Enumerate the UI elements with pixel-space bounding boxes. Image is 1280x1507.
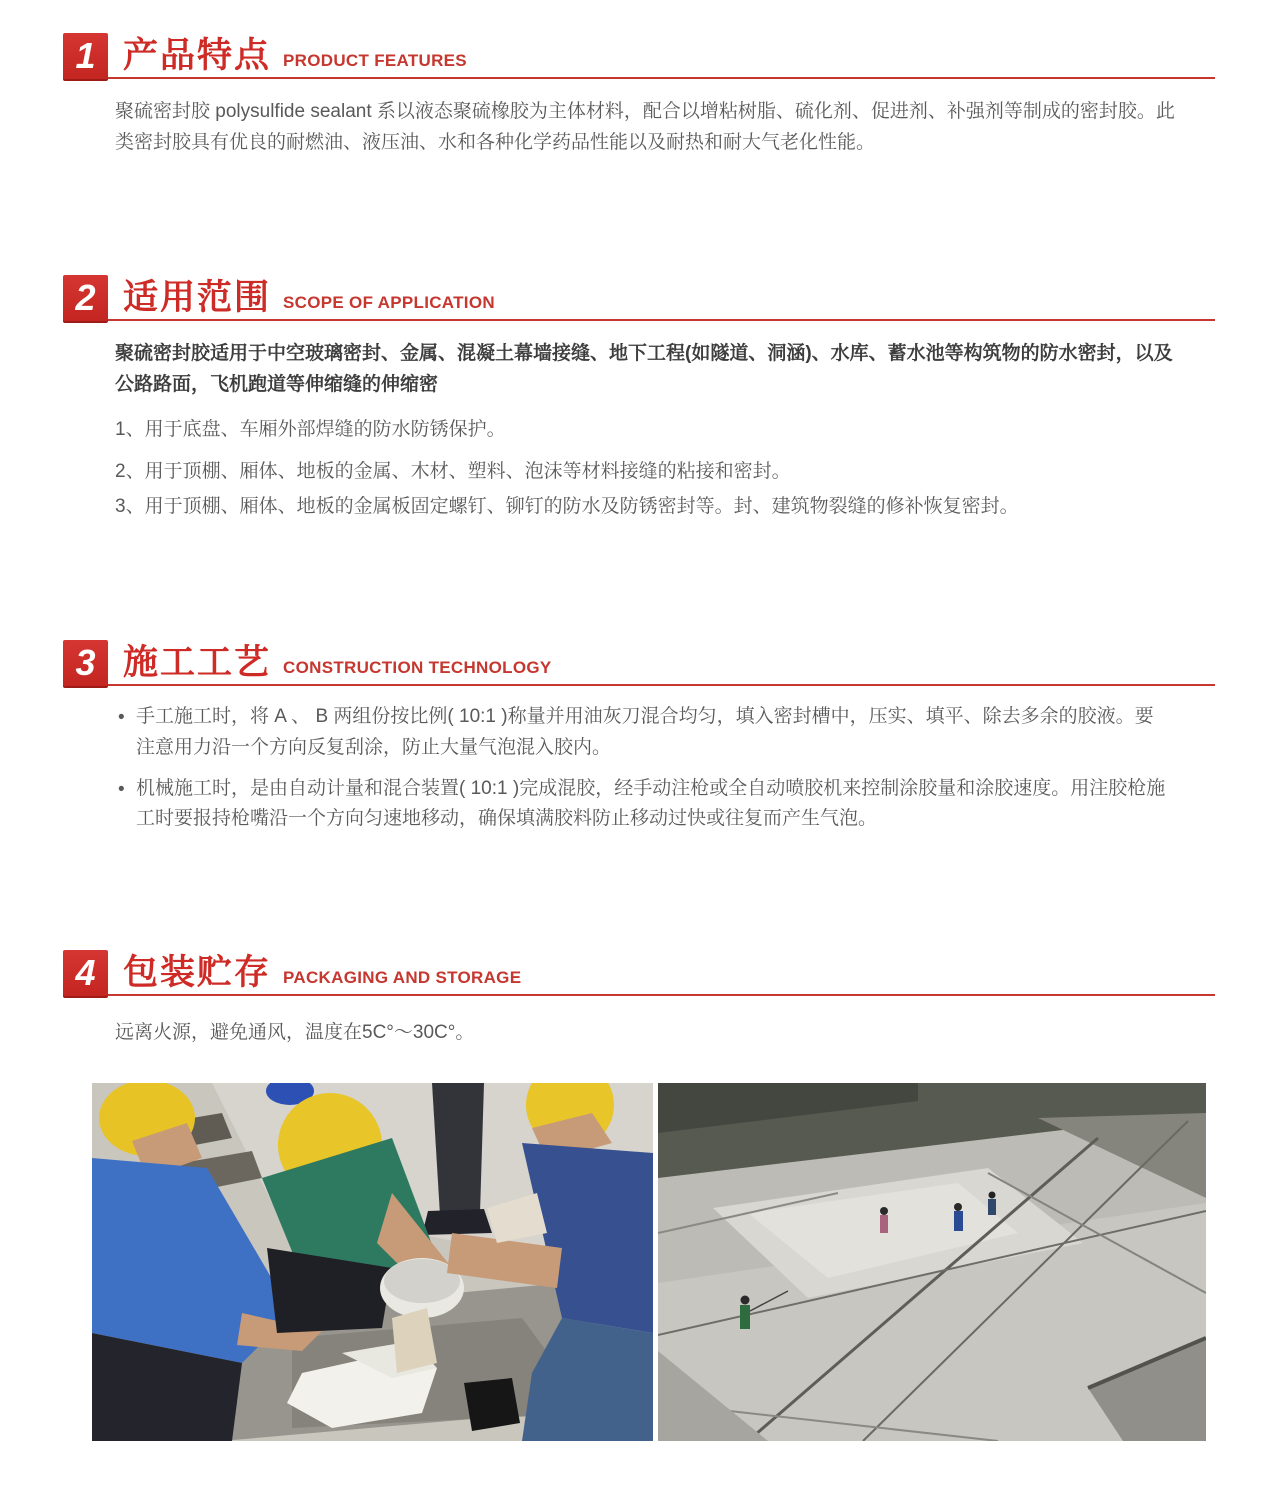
bullet-item: • 手工施工时，将 A 、 B 两组份按比例( 10:1 )称量并用油灰刀混合均匀，填入密封槽中，压实、填平、除去多余的胶液。要注意用力沿一个方向反复刮涂，防止大量气泡混入胶内。 bbox=[118, 702, 1166, 764]
section-2-header bbox=[63, 275, 1215, 321]
section-3-header bbox=[63, 640, 1215, 686]
list-item: 1、用于底盘、车厢外部焊缝的防水防锈保护。 bbox=[115, 418, 506, 440]
photo-concrete-slope-workers bbox=[658, 1083, 1206, 1441]
section-packaging-and-storage bbox=[63, 950, 1215, 1049]
section-scope-of-application bbox=[63, 275, 1215, 523]
concrete-slope-illustration bbox=[658, 1083, 1206, 1441]
section-4-paragraph: 远离火源，避免通风，温度在5C°～30C°。 bbox=[115, 1022, 475, 1043]
section-construction-technology bbox=[63, 640, 1215, 835]
section-2-title-en: SCOPE OF APPLICATION bbox=[283, 293, 495, 312]
photo-row bbox=[92, 1083, 1206, 1441]
photo-workers-applying-sealant bbox=[92, 1083, 653, 1441]
workers-sealant-illustration bbox=[92, 1083, 653, 1441]
section-3-title-en: CONSTRUCTION TECHNOLOGY bbox=[283, 658, 552, 677]
list-item: 2、用于顶棚、厢体、地板的金属、木材、塑料、泡沫等材料接缝的粘接和密封。 bbox=[115, 461, 791, 483]
section-3-bullet-list bbox=[63, 702, 1215, 835]
section-1-title-cn: 产品特点 bbox=[123, 36, 272, 75]
section-1-number-badge: 1 bbox=[63, 33, 108, 79]
section-product-features bbox=[63, 33, 1215, 159]
section-4-title-cn: 包装贮存 bbox=[123, 953, 272, 992]
bullet-item: • 机械施工时，是由自动计量和混合装置( 10:1 )完成混胶，经手动注枪或全自动喷胶机来控制涂胶量和涂胶速度。用注胶枪施工时要报持枪嘴沿一个方向匀速地移动，确保填满胶料防止移动过快或往复而产生气泡。 bbox=[118, 774, 1166, 836]
section-1-paragraph: 聚硫密封胶 polysulfide sealant 系以液态聚硫橡胶为主体材料，配合以增粘树脂、硫化剂、促进剂、补强剂等制成的密封胶。此类密封胶具有优良的耐燃油、液压油、水和各种化学药品性能以及耐热和耐大气老化性能。 bbox=[115, 101, 1175, 153]
section-4-header bbox=[63, 950, 1215, 996]
section-2-title-cn: 适用范围 bbox=[123, 278, 272, 317]
section-1-title-en: PRODUCT FEATURES bbox=[283, 51, 467, 70]
section-4-title-en: PACKAGING AND STORAGE bbox=[283, 968, 522, 987]
section-2-body bbox=[115, 339, 1187, 523]
section-3-title-cn: 施工工艺 bbox=[123, 643, 272, 682]
section-2-numbered-list bbox=[115, 415, 1187, 523]
section-4-number-badge: 4 bbox=[63, 950, 108, 996]
list-item: 3、用于顶棚、厢体、地板的金属板固定螺钉、铆钉的防水及防锈密封等。封、建筑物裂缝的修补恢复密封。 bbox=[115, 496, 1019, 518]
section-1-header bbox=[63, 33, 1215, 79]
section-3-number-badge: 3 bbox=[63, 640, 108, 686]
section-2-number-badge: 2 bbox=[63, 275, 108, 321]
section-2-lead-paragraph: 聚硫密封胶适用于中空玻璃密封、金属、混凝土幕墙接缝、地下工程(如隧道、洞涵)、水库、蓄水池等构筑物的防水密封，以及公路路面，飞机跑道等伸缩缝的伸缩密 bbox=[115, 343, 1173, 395]
